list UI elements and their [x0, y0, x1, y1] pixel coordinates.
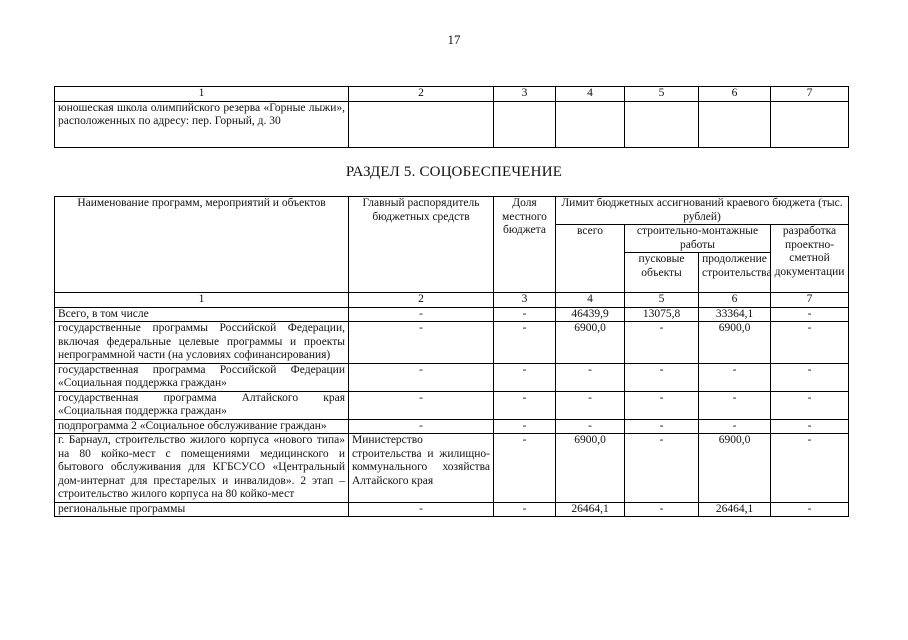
table-row	[55, 101, 849, 147]
row-design: -	[771, 322, 849, 364]
row-local: -	[494, 502, 556, 517]
social-security-table	[54, 196, 849, 517]
header-total: всего	[556, 225, 625, 293]
row-total: -	[556, 391, 625, 419]
header-manager: Главный распорядитель бюджетных средств	[349, 197, 494, 293]
col-num-2: 2	[349, 87, 494, 102]
object-name-cell: юношеская школа олимпийского резерва «Горные лыжи», расположенных по адресу: пер. Горный, д. 30	[55, 101, 349, 147]
row-name: государственные программы Российской Федерации, включая федеральные целевые программы и проекты непрограммной части (на условиях софинансирования)	[55, 322, 349, 364]
row-manager: -	[349, 363, 494, 391]
row-design: -	[771, 363, 849, 391]
table-row	[55, 419, 849, 434]
header-design: разработка проектно-сметной документации	[771, 225, 849, 293]
column-number-row	[55, 293, 849, 308]
row-launch: 13075,8	[625, 307, 699, 322]
row-local: -	[494, 307, 556, 322]
row-design: -	[771, 391, 849, 419]
row-name: государственная программа Алтайского края «Социальная поддержка граждан»	[55, 391, 349, 419]
row-launch: -	[625, 391, 699, 419]
row-name: г. Барнаул, строительство жилого корпуса «нового типа» на 80 койко-мест с помещениями медицинского и бытового обслуживания для КГБСУСО «Центральный дом-интернат для престарелых и инвалидов». 2 этап – строительство жилого корпуса на 80 койко-мест	[55, 434, 349, 503]
row-design: -	[771, 434, 849, 503]
row-launch: -	[625, 322, 699, 364]
row-total: -	[556, 419, 625, 434]
empty-cell	[699, 101, 771, 147]
header-row	[55, 197, 849, 225]
table-row	[55, 363, 849, 391]
table-row	[55, 434, 849, 503]
table-row	[55, 391, 849, 419]
col-num-4: 4	[556, 87, 625, 102]
section-title: РАЗДЕЛ 5. СОЦОБЕСПЕЧЕНИЕ	[345, 164, 563, 180]
col-num-5: 5	[625, 293, 699, 308]
col-num-1: 1	[55, 87, 349, 102]
row-design: -	[771, 419, 849, 434]
row-manager: -	[349, 419, 494, 434]
col-num-7: 7	[771, 87, 849, 102]
row-launch: -	[625, 363, 699, 391]
row-name: подпрограмма 2 «Социальное обслуживание граждан»	[55, 419, 349, 434]
row-continuation: 6900,0	[699, 322, 771, 364]
column-number-row	[55, 87, 849, 102]
row-name: Всего, в том числе	[55, 307, 349, 322]
header-budget-limit: Лимит бюджетных ассигнований краевого бюджета (тыс. рублей)	[556, 197, 849, 225]
col-num-6: 6	[699, 87, 771, 102]
row-design: -	[771, 307, 849, 322]
row-manager: -	[349, 307, 494, 322]
row-launch: -	[625, 502, 699, 517]
row-continuation: -	[699, 419, 771, 434]
row-manager: Министерство строительства и жилищно-коммунального хозяйства Алтайского края	[349, 434, 494, 503]
row-continuation: 6900,0	[699, 434, 771, 503]
col-num-5: 5	[625, 87, 699, 102]
table-row	[55, 502, 849, 517]
row-local: -	[494, 391, 556, 419]
row-continuation: -	[699, 391, 771, 419]
table-row	[55, 322, 849, 364]
col-num-2: 2	[349, 293, 494, 308]
empty-cell	[556, 101, 625, 147]
row-continuation: 33364,1	[699, 307, 771, 322]
header-name: Наименование программ, мероприятий и объектов	[55, 197, 349, 293]
row-name: региональные программы	[55, 502, 349, 517]
row-manager: -	[349, 502, 494, 517]
row-total: 6900,0	[556, 322, 625, 364]
table-row	[55, 307, 849, 322]
col-num-4: 4	[556, 293, 625, 308]
row-continuation: 26464,1	[699, 502, 771, 517]
row-name: государственная программа Российской Федерации «Социальная поддержка граждан»	[55, 363, 349, 391]
header-launch: пусковые объекты	[625, 253, 699, 293]
col-num-3: 3	[494, 293, 556, 308]
empty-cell	[349, 101, 494, 147]
col-num-6: 6	[699, 293, 771, 308]
row-local: -	[494, 363, 556, 391]
col-num-7: 7	[771, 293, 849, 308]
row-total: -	[556, 363, 625, 391]
previous-table-continuation	[54, 86, 849, 148]
header-local-share: Доля местного бюджета	[494, 197, 556, 293]
col-num-1: 1	[55, 293, 349, 308]
row-total: 6900,0	[556, 434, 625, 503]
col-num-3: 3	[494, 87, 556, 102]
row-manager: -	[349, 322, 494, 364]
page-number: 17	[447, 32, 461, 47]
row-continuation: -	[699, 363, 771, 391]
empty-cell	[494, 101, 556, 147]
row-manager: -	[349, 391, 494, 419]
header-continuation: продолжение строительства	[699, 253, 771, 293]
empty-cell	[625, 101, 699, 147]
row-launch: -	[625, 434, 699, 503]
row-local: -	[494, 322, 556, 364]
row-local: -	[494, 434, 556, 503]
row-launch: -	[625, 419, 699, 434]
row-total: 46439,9	[556, 307, 625, 322]
header-construction: строительно-монтажные работы	[625, 225, 771, 253]
row-total: 26464,1	[556, 502, 625, 517]
empty-cell	[771, 101, 849, 147]
row-local: -	[494, 419, 556, 434]
row-design: -	[771, 502, 849, 517]
